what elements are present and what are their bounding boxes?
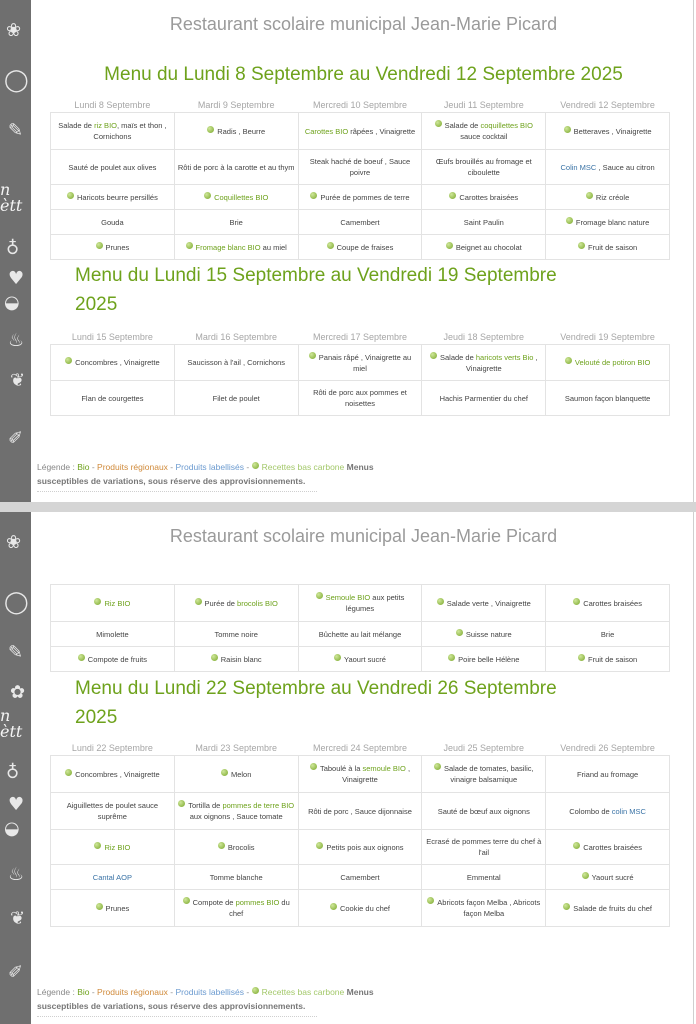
menu-cell: Saucisson à l'ail , Cornichons [174,345,298,381]
menu-cell: Coupe de fraises [298,235,422,260]
menu-cell: Rôti de porc à la carotte et au thym [174,150,298,185]
heart-doodle-icon: ♥ [8,794,25,815]
menu-cell: Hachis Parmentier du chef [422,381,546,416]
low-carbon-leaf-icon [434,763,441,770]
table-row [51,865,670,890]
menu-cell: Panais râpé , Vinaigrette au miel [298,345,422,381]
menu-table-week1 [50,98,670,260]
low-carbon-leaf-icon [565,357,572,364]
menu-cell: Poire belle Hélène [422,647,546,672]
menu-cell: Salade de fruits du chef [546,890,670,927]
vegetable-doodle-icon: ❀ [6,20,22,41]
menu-cell: Rôti de porc aux pommes et noisettes [298,381,422,416]
menu-cell: Purée de pommes de terre [298,185,422,210]
menu-cell: Saumon façon blanquette [546,381,670,416]
menu-cell: Carottes braisées [422,185,546,210]
week-title: Menu du Lundi 8 Septembre au Vendredi 12 Septembre 2025 [104,64,623,85]
menu-cell: Yaourt sucré [546,865,670,890]
day-header: Vendredi 26 Septembre [560,743,655,753]
menu-cell: Carottes braisées [546,830,670,865]
low-carbon-leaf-icon [564,126,571,133]
low-carbon-leaf-icon [578,654,585,661]
day-header: Jeudi 11 Septembre [443,100,524,110]
script-doodle: n ètt [0,706,23,741]
day-header: Lundi 22 Septembre [71,743,153,753]
menu-cell: Coquillettes BIO [174,185,298,210]
table-row [51,381,670,416]
menu-page-2 [0,512,696,1024]
menu-cell: Fruit de saison [546,235,670,260]
lightbulb-doodle-icon: ♁ [6,238,20,259]
table-row [51,793,670,830]
cup-doodle-icon: ♨ [8,864,25,885]
menu-cell: Prunes [51,235,175,260]
legend: Légende : Bio - Produits régionaux - Produits labellisés - Recettes bas carbone Menus susceptibles de variations, sous réserve des approvisionnements. [37,462,374,486]
menu-table-week2-continued [50,584,670,672]
low-carbon-leaf-icon [211,654,218,661]
menu-cell: Aiguillettes de poulet sauce suprême [51,793,175,830]
menu-cell: Cantal AOP [51,865,175,890]
menu-cell: Salade de coquillettes BIO sauce cocktail [422,113,546,150]
menu-cell: Tomme blanche [174,865,298,890]
menu-cell: Brocolis [174,830,298,865]
low-carbon-leaf-icon [448,654,455,661]
menu-cell: Melon [174,756,298,793]
menu-cell: Radis , Beurre [174,113,298,150]
menu-cell: Sauté de poulet aux olives [51,150,175,185]
menu-cell: Abricots façon Melba , Abricots façon Melba [422,890,546,927]
menu-cell: Friand au fromage [546,756,670,793]
menu-cell: Brie [546,622,670,647]
table-row [51,185,670,210]
menu-cell: Camembert [298,865,422,890]
menu-cell: Raisin blanc [174,647,298,672]
day-header: Vendredi 12 Septembre [560,100,655,110]
menu-cell: Salade verte , Vinaigrette [422,585,546,622]
menu-cell: Ecrasé de pommes terre du chef à l'ail [422,830,546,865]
script-doodle: n ètt [0,180,23,215]
table-row [51,150,670,185]
menu-cell: Semoule BIO aux petits légumes [298,585,422,622]
low-carbon-leaf-icon [186,242,193,249]
low-carbon-leaf-icon [430,352,437,359]
low-carbon-leaf-icon [309,352,316,359]
low-carbon-leaf-icon [67,192,74,199]
menu-cell: Suisse nature [422,622,546,647]
cup-doodle-icon: ♨ [8,330,25,351]
low-carbon-leaf-icon [252,987,259,994]
menu-cell: Gouda [51,210,175,235]
low-carbon-leaf-icon [446,242,453,249]
menu-cell: Camembert [298,210,422,235]
low-carbon-leaf-icon [78,654,85,661]
table-row [51,622,670,647]
menu-cell: Bûchette au lait mélange [298,622,422,647]
low-carbon-leaf-icon [563,903,570,910]
day-header: Mardi 16 Septembre [195,332,277,342]
low-carbon-leaf-icon [178,800,185,807]
low-carbon-leaf-icon [94,842,101,849]
menu-cell: Salade de haricots verts Bio , Vinaigrette [422,345,546,381]
restaurant-title: Restaurant scolaire municipal Jean-Marie Picard [169,14,558,34]
table-row [51,345,670,381]
low-carbon-leaf-icon [252,462,259,469]
menu-cell: Concombres , Vinaigrette [51,756,175,793]
low-carbon-leaf-icon [65,357,72,364]
restaurant-title: Restaurant scolaire municipal Jean-Marie Picard [169,526,558,546]
heart-doodle-icon: ♥ [8,268,25,289]
menu-page-1 [0,0,696,502]
pencil-doodle-icon: ✐ [8,428,24,449]
menu-table-week3 [50,741,670,927]
day-header: Lundi 15 Septembre [71,332,153,342]
menu-cell: Brie [174,210,298,235]
fork-doodle-icon: ✎ [8,120,24,141]
low-carbon-leaf-icon [573,598,580,605]
low-carbon-leaf-icon [566,217,573,224]
day-header: Vendredi 19 Septembre [560,332,655,342]
fine-print [37,1016,317,1019]
menu-cell: Sauté de bœuf aux oignons [422,793,546,830]
menu-cell: Tomme noire [174,622,298,647]
menu-cell: Carottes BIO râpées , Vinaigrette [298,113,422,150]
day-header: Mercredi 24 Septembre [312,743,408,753]
menu-cell: Tortilla de pommes de terre BIO aux oignons , Sauce tomate [174,793,298,830]
page-separator [0,502,696,512]
table-row [51,756,670,793]
menu-cell: Taboulé à la semoule BIO , Vinaigrette [298,756,422,793]
menu-cell: Riz BIO [51,830,175,865]
menu-cell: Mimolette [51,622,175,647]
menu-cell: Rôti de porc , Sauce dijonnaise [298,793,422,830]
day-header: Mardi 23 Septembre [195,743,277,753]
low-carbon-leaf-icon [316,592,323,599]
low-carbon-leaf-icon [204,192,211,199]
menu-cell: Yaourt sucré [298,647,422,672]
low-carbon-leaf-icon [316,842,323,849]
menu-cell: Petits pois aux oignons [298,830,422,865]
menu-cell: Purée de brocolis BIO [174,585,298,622]
menu-cell: Salade de riz BIO, maïs et thon , Cornichons [51,113,175,150]
day-header: Mercredi 10 Septembre [312,100,408,110]
fork-doodle-icon: ✎ [8,642,24,663]
low-carbon-leaf-icon [427,897,434,904]
decorative-sidebar [0,512,31,1024]
cake-doodle-icon: ◒ [4,818,20,839]
week-title: Menu du Lundi 22 Septembre au Vendredi 26 Septembre 2025 [75,678,557,728]
low-carbon-leaf-icon [221,769,228,776]
table-row [51,830,670,865]
table-row [51,585,670,622]
menu-cell: Compote de fruits [51,647,175,672]
day-header: Lundi 8 Septembre [74,100,151,110]
day-header: Jeudi 25 Septembre [443,743,525,753]
leaf-doodle-icon: ❦ [10,370,26,391]
menu-cell: Compote de pommes BIO du chef [174,890,298,927]
menu-cell: Colombo de colin MSC [546,793,670,830]
lightbulb-doodle-icon: ♁ [6,762,20,783]
menu-cell: Steak haché de boeuf , Sauce poivre [298,150,422,185]
menu-cell: Filet de poulet [174,381,298,416]
low-carbon-leaf-icon [218,842,225,849]
legend: Légende : Bio - Produits régionaux - Produits labellisés - Recettes bas carbone Menus susceptibles de variations, sous réserve des approvisionnements. [37,987,374,1011]
low-carbon-leaf-icon [334,654,341,661]
low-carbon-leaf-icon [435,120,442,127]
pencil-doodle-icon: ✐ [8,962,24,983]
day-header: Mercredi 17 Septembre [312,332,408,342]
week-title: Menu du Lundi 15 Septembre au Vendredi 19 Septembre 2025 [75,265,557,315]
vegetable-doodle-icon: ❀ [6,532,22,553]
menu-cell: Œufs brouillés au fromage et ciboulette [422,150,546,185]
low-carbon-leaf-icon [96,242,103,249]
menu-cell: Cookie du chef [298,890,422,927]
low-carbon-leaf-icon [330,903,337,910]
cake-doodle-icon: ◒ [4,292,20,313]
decorative-sidebar [0,0,31,502]
menu-cell: Fruit de saison [546,647,670,672]
menu-cell: Fromage blanc BIO au miel [174,235,298,260]
menu-cell: Carottes braisées [546,585,670,622]
low-carbon-leaf-icon [573,842,580,849]
low-carbon-leaf-icon [183,897,190,904]
low-carbon-leaf-icon [578,242,585,249]
menu-table-week2 [50,330,670,416]
low-carbon-leaf-icon [449,192,456,199]
low-carbon-leaf-icon [456,629,463,636]
low-carbon-leaf-icon [586,192,593,199]
low-carbon-leaf-icon [96,903,103,910]
low-carbon-leaf-icon [327,242,334,249]
menu-cell: Fromage blanc nature [546,210,670,235]
table-row [51,890,670,927]
menu-cell: Concombres , Vinaigrette [51,345,175,381]
low-carbon-leaf-icon [582,872,589,879]
fine-print [37,491,317,494]
apple-doodle-icon: ◯ [4,68,29,93]
table-row [51,647,670,672]
day-header: Jeudi 18 Septembre [443,332,525,342]
low-carbon-leaf-icon [207,126,214,133]
menu-cell: Betteraves , Vinaigrette [546,113,670,150]
table-row [51,113,670,150]
page-edge [693,512,694,1024]
low-carbon-leaf-icon [437,598,444,605]
menu-cell: Saint Paulin [422,210,546,235]
low-carbon-leaf-icon [94,598,101,605]
menu-cell: Flan de courgettes [51,381,175,416]
low-carbon-leaf-icon [310,763,317,770]
menu-cell: Salade de tomates, basilic, vinaigre balsamique [422,756,546,793]
menu-cell: Riz BIO [51,585,175,622]
menu-cell: Beignet au chocolat [422,235,546,260]
menu-cell: Prunes [51,890,175,927]
menu-cell: Riz créole [546,185,670,210]
table-row [51,210,670,235]
flower-doodle-icon: ✿ [10,682,26,703]
leaf-doodle-icon: ❦ [10,908,26,929]
low-carbon-leaf-icon [65,769,72,776]
menu-cell: Velouté de potiron BIO [546,345,670,381]
low-carbon-leaf-icon [195,598,202,605]
menu-cell: Emmental [422,865,546,890]
menu-cell: Colin MSC , Sauce au citron [546,150,670,185]
menu-cell: Haricots beurre persillés [51,185,175,210]
table-row [51,235,670,260]
low-carbon-leaf-icon [310,192,317,199]
day-header: Mardi 9 Septembre [197,100,275,110]
apple-doodle-icon: ◯ [4,590,29,615]
